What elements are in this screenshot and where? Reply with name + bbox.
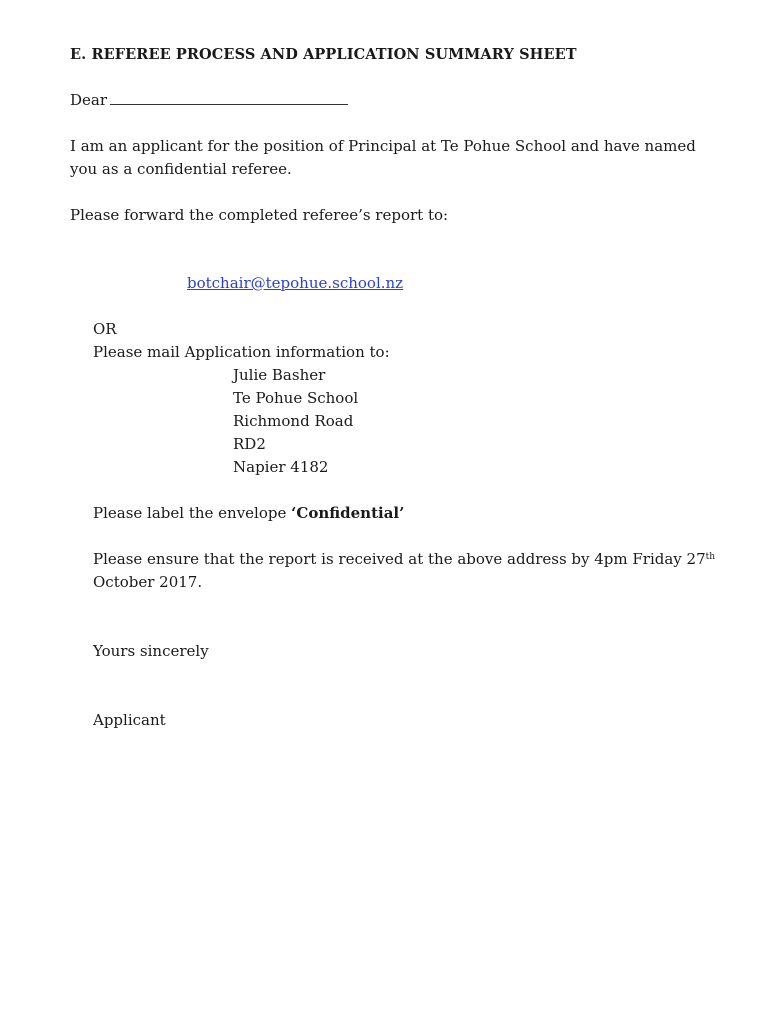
salutation-text: Dear xyxy=(70,91,108,109)
deadline-month: October 2017. xyxy=(93,573,203,591)
address-city: Napier 4182 xyxy=(233,458,329,476)
referee-name-blank xyxy=(110,90,348,105)
confidential-label: ‘Confidential’ xyxy=(291,504,405,522)
or-separator: OR xyxy=(93,320,117,338)
address-name: Julie Basher xyxy=(233,366,326,384)
address-school: Te Pohue School xyxy=(233,389,359,407)
address-rd: RD2 xyxy=(233,435,266,453)
envelope-instruction xyxy=(93,502,404,525)
deadline-ordinal: th xyxy=(705,552,716,562)
address-road: Richmond Road xyxy=(233,412,354,430)
email-line xyxy=(187,272,403,295)
deadline-paragraph xyxy=(93,548,733,594)
intro-paragraph: I am an applicant for the position of Principal at Te Pohue School and have named you as a confidential referee. xyxy=(70,137,696,178)
mail-instruction: Please mail Application information to: xyxy=(93,343,390,361)
salutation xyxy=(70,89,348,112)
forward-instruction: Please forward the completed referee’s report to: xyxy=(70,206,449,224)
email-link[interactable]: botchair@tepohue.school.nz xyxy=(187,274,404,292)
section-heading: E. REFEREE PROCESS AND APPLICATION SUMMARY SHEET xyxy=(70,46,577,63)
envelope-text: Please label the envelope xyxy=(93,504,287,522)
signer-line: Applicant xyxy=(93,711,166,729)
deadline-text: Please ensure that the report is received at the above address by 4pm Friday 27 xyxy=(93,550,706,568)
closing-line: Yours sincerely xyxy=(93,642,209,660)
